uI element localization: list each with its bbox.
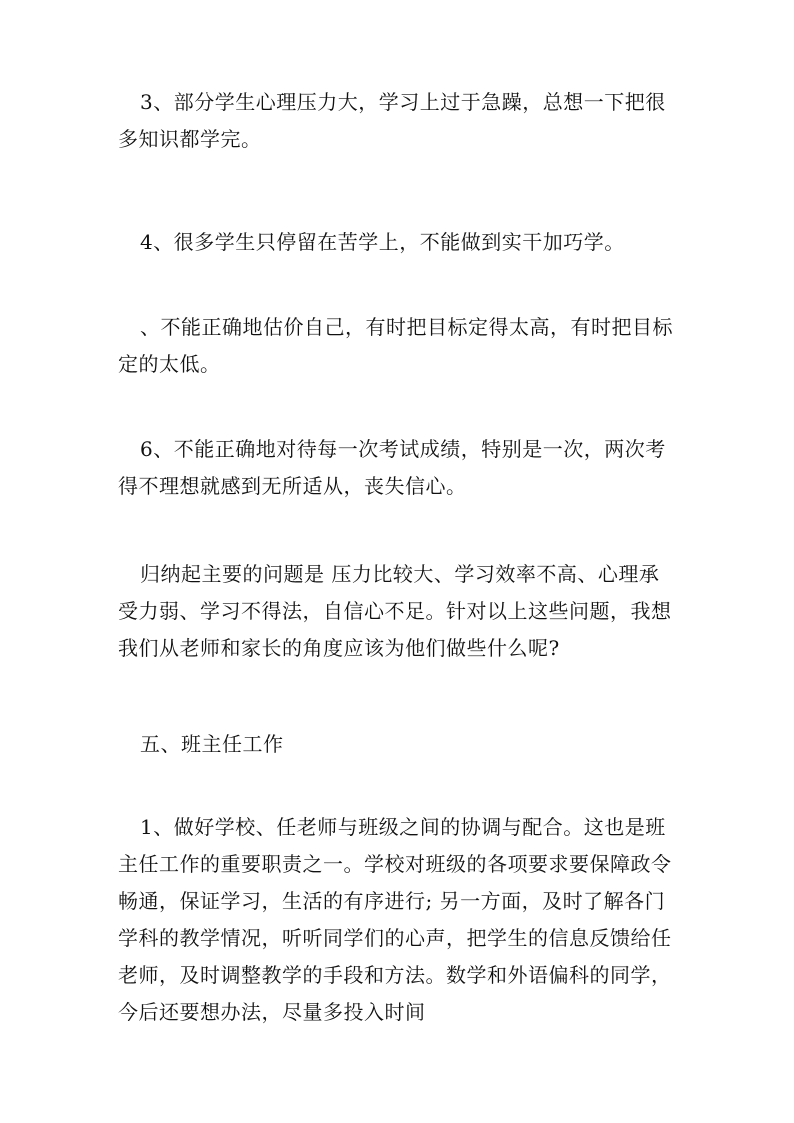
- paragraph-point-4: 4、很多学生只停留在苦学上，不能做到实干加巧学。: [140, 230, 625, 254]
- paragraph-point-5: 、不能正确地估价自己，有时把目标定得太高，有时把目标定的太低。: [118, 315, 673, 376]
- paragraph-work-1: 1、做好学校、任老师与班级之间的协调与配合。这也是班主任工作的重要职责之一。学校对班级的各项要求要保障政令畅通，保证学习，生活的有序进行; 另一方面，及时了解各门学科的教学情况，听听同学们的心声，把学生的信息反馈给任老师，及时调整教学的手段和方法。数学和外语偏科的同学，今后还要想办法，尽量多投入时间: [118, 815, 672, 1024]
- section-heading: 五、班主任工作: [140, 732, 284, 756]
- summary-paragraph: 归纳起主要的问题是 压力比较大、学习效率不高、心理承受力弱、学习不得法，自信心不足。针对以上这些问题，我想我们从老师和家长的角度应该为他们做些什么呢?: [118, 562, 672, 660]
- paragraph-point-3: 3、部分学生心理压力大，学习上过于急躁，总想一下把很多知识都学完。: [118, 90, 666, 151]
- paragraph-point-6: 6、不能正确地对待每一次考试成绩，特别是一次，两次考得不理想就感到无所适从，丧失信心。: [118, 437, 666, 498]
